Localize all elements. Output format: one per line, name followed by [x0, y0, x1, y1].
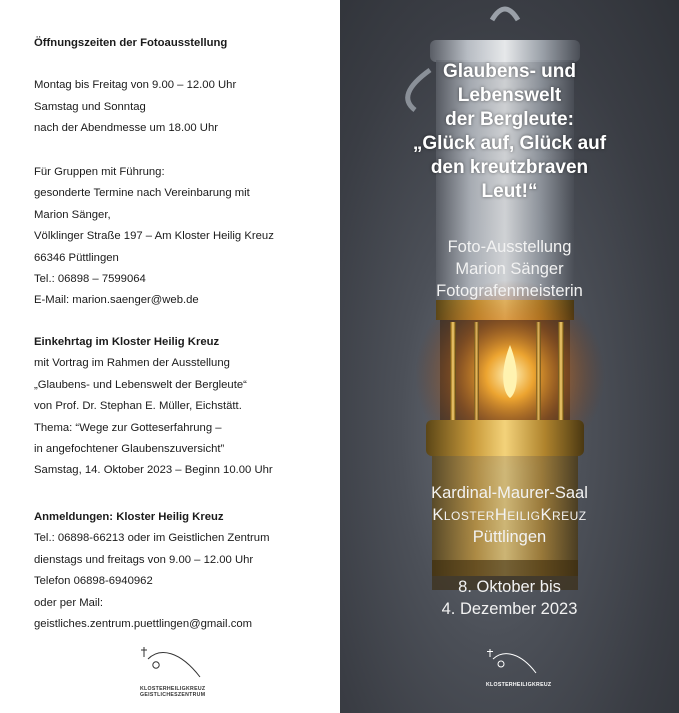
groups-line: gesonderte Termine nach Vereinbarung mit	[34, 187, 250, 200]
title-line: „Glück auf, Glück auf	[412, 133, 607, 154]
registration-line: Tel.: 06898-66213 oder im Geistlichen Zentrum	[34, 532, 270, 545]
einkehrtag-heading: Einkehrtag im Kloster Heilig Kreuz	[34, 336, 220, 348]
registration-section	[34, 507, 269, 635]
kloster-logo	[140, 645, 205, 698]
kloster-logo-icon	[140, 645, 202, 681]
title-line: den kreutzbraven	[430, 157, 589, 178]
logo-text-kloster: KLOSTERHEILIGKREUZ	[140, 686, 206, 692]
groups-line: Marion Sänger,	[34, 208, 111, 221]
exhibition-line: Foto-Ausstellung	[447, 238, 572, 256]
title-line: der Bergleute:	[445, 109, 574, 130]
registration-heading: Anmeldungen: Kloster Heilig Kreuz	[34, 511, 224, 523]
registration-line: dienstags und freitags von 9.00 – 12.00 Uhr	[34, 553, 254, 566]
venue-line: KlosterHeiligKreuz	[432, 506, 587, 524]
einkehrtag-line: Thema: “Wege zur Gotteserfahrung –	[34, 421, 222, 434]
groups-line: Tel.: 06898 – 7599064	[34, 273, 146, 286]
cover-logo-text: KLOSTERHEILIGKREUZ	[486, 682, 552, 688]
venue-line: Kardinal-Maurer-Saal	[431, 484, 588, 502]
opening-line: Samstag und Sonntag	[34, 100, 146, 113]
opening-line: nach der Abendmesse um 18.00 Uhr	[34, 122, 218, 135]
date-line: 4. Dezember 2023	[441, 600, 578, 618]
cover-logo-icon	[486, 647, 538, 677]
groups-section	[34, 162, 274, 312]
groups-line: 66346 Püttlingen	[34, 251, 119, 264]
exhibition-info	[340, 236, 679, 302]
date-line: 8. Oktober bis	[458, 578, 561, 596]
venue-info	[340, 482, 679, 548]
right-panel-cover	[340, 0, 679, 713]
groups-line: Für Gruppen mit Führung:	[34, 166, 165, 178]
registration-email-link[interactable]: geistliches.zentrum.puettlingen@gmail.com	[34, 618, 253, 631]
einkehrtag-line: Samstag, 14. Oktober 2023 – Beginn 10.00 Uhr	[34, 464, 273, 477]
venue-line: Püttlingen	[472, 528, 547, 546]
email-link[interactable]: E-Mail: marion.saenger@web.de	[34, 294, 199, 307]
einkehrtag-section	[34, 332, 273, 482]
einkehrtag-line: in angefochtener Glaubenszuversicht”	[34, 443, 225, 456]
cover-logo	[486, 647, 551, 688]
opening-line: Montag bis Freitag von 9.00 – 12.00 Uhr	[34, 79, 237, 92]
exhibition-line: Fotografenmeisterin	[436, 282, 583, 300]
title-line: Glaubens- und	[443, 61, 576, 82]
einkehrtag-line: mit Vortrag im Rahmen der Ausstellung	[34, 357, 230, 370]
opening-hours-heading: Öffnungszeiten der Fotoausstellung	[34, 37, 228, 49]
groups-line: Völklinger Straße 197 – Am Kloster Heilig Kreuz	[34, 230, 274, 243]
registration-line: oder per Mail:	[34, 596, 104, 609]
title-line: Leut!“	[481, 181, 538, 202]
einkehrtag-line: „Glaubens- und Lebenswelt der Bergleute“	[34, 378, 247, 391]
einkehrtag-line: von Prof. Dr. Stephan E. Müller, Eichstätt.	[34, 400, 242, 413]
registration-line: Telefon 06898-6940962	[34, 575, 153, 588]
cover-title	[340, 60, 679, 204]
opening-hours-section	[34, 33, 236, 140]
title-line: Lebenswelt	[457, 85, 562, 106]
logo-text-zentrum: GEISTLICHESZENTRUM	[140, 692, 206, 698]
date-info	[340, 576, 679, 620]
exhibition-line: Marion Sänger	[455, 260, 564, 278]
